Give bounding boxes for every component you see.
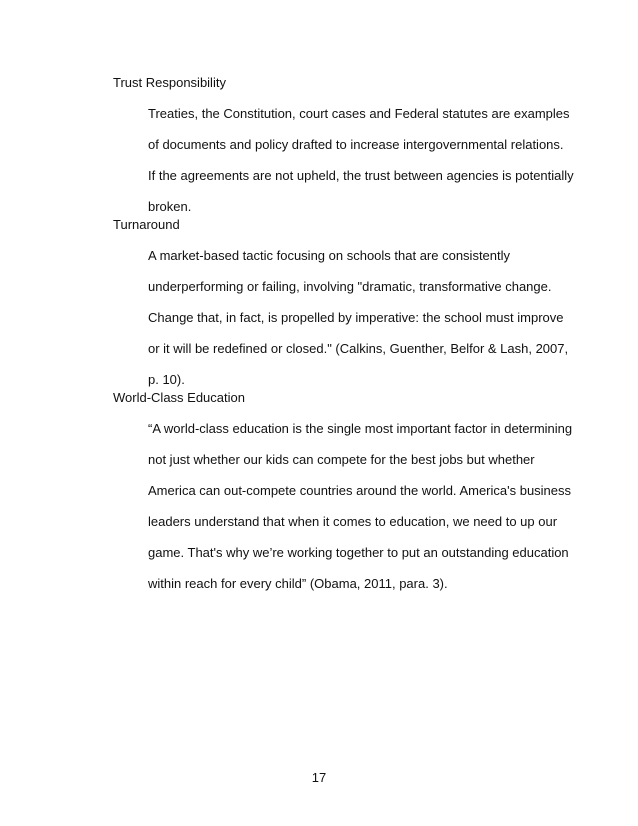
definition-line: p. 10). <box>148 372 185 387</box>
glossary-entry-world-class-education <box>113 388 573 605</box>
definition-line: game. That's why we’re working together to put an outstanding education <box>148 545 569 560</box>
glossary-entry-trust-responsibility <box>113 73 573 228</box>
definition-line: broken. <box>148 199 192 214</box>
definition-line: America can out-compete countries around the world. America's business <box>148 483 572 498</box>
definition-line: Treaties, the Constitution, court cases and Federal statutes are examples <box>148 106 570 121</box>
glossary-definition <box>113 419 573 605</box>
definition-line: Change that, in fact, is propelled by imperative: the school must improve <box>148 310 564 325</box>
definition-line: If the agreements are not upheld, the trust between agencies is potentially <box>148 168 574 183</box>
definition-line: within reach for every child” (Obama, 2011, para. 3). <box>148 576 448 591</box>
page-number: 17 <box>311 770 327 785</box>
glossary-term: World-Class Education <box>113 390 245 405</box>
definition-line: “A world-class education is the single most important factor in determining <box>148 421 573 436</box>
glossary-entry-turnaround <box>113 215 573 401</box>
glossary-definition <box>113 104 573 228</box>
definition-line: of documents and policy drafted to increase intergovernmental relations. <box>148 137 564 152</box>
definition-line: or it will be redefined or closed." (Calkins, Guenther, Belfor & Lash, 2007, <box>148 341 569 356</box>
definition-line: not just whether our kids can compete for the best jobs but whether <box>148 452 535 467</box>
definition-line: underperforming or failing, involving "dramatic, transformative change. <box>148 279 552 294</box>
glossary-term: Trust Responsibility <box>113 75 226 90</box>
glossary-definition <box>113 246 573 401</box>
definition-line: leaders understand that when it comes to education, we need to up our <box>148 514 558 529</box>
definition-line: A market-based tactic focusing on schools that are consistently <box>148 248 511 263</box>
glossary-term: Turnaround <box>113 217 180 232</box>
